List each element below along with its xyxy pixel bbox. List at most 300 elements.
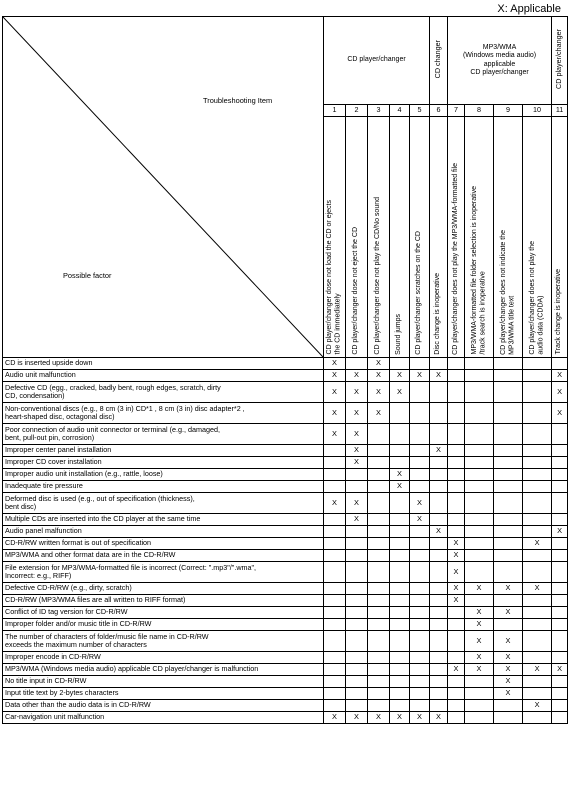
mark-cell xyxy=(448,403,465,424)
table-row xyxy=(3,700,568,712)
mark-cell xyxy=(368,514,390,526)
group-label: MP3/WMA (Windows media audio) applicable CD player/changer xyxy=(462,44,537,76)
mark-cell xyxy=(494,403,523,424)
possible-factor-cell: CD-R/RW written format is out of specification xyxy=(3,538,324,550)
mark-cell xyxy=(368,595,390,607)
possible-factor-cell: Data other than the audio data is in CD-R/RW xyxy=(3,700,324,712)
mark-cell xyxy=(552,481,568,493)
mark-cell xyxy=(552,619,568,631)
column-header xyxy=(390,117,410,358)
mark-cell xyxy=(430,358,448,370)
mark-cell xyxy=(324,664,346,676)
mark-cell xyxy=(523,457,552,469)
column-header xyxy=(494,117,523,358)
mark-cell xyxy=(410,562,430,583)
mark-cell xyxy=(368,607,390,619)
mark-cell xyxy=(465,469,494,481)
mark-cell xyxy=(494,481,523,493)
column-header xyxy=(448,117,465,358)
mark-cell xyxy=(552,676,568,688)
mark-cell xyxy=(368,526,390,538)
mark-cell xyxy=(448,481,465,493)
mark-cell xyxy=(390,538,410,550)
mark-cell xyxy=(430,481,448,493)
mark-cell xyxy=(494,424,523,445)
table-row xyxy=(3,631,568,652)
mark-cell xyxy=(430,550,448,562)
mark-cell xyxy=(430,676,448,688)
mark-cell: X xyxy=(368,403,390,424)
table-row xyxy=(3,712,568,724)
column-header xyxy=(465,117,494,358)
mark-cell xyxy=(390,514,410,526)
mark-cell xyxy=(552,583,568,595)
possible-factor-cell: Conflict of ID tag version for CD-R/RW xyxy=(3,607,324,619)
mark-cell xyxy=(368,583,390,595)
possible-factor-cell: Multiple CDs are inserted into the CD player at the same time xyxy=(3,514,324,526)
possible-factor-cell: Improper center panel installation xyxy=(3,445,324,457)
mark-cell: X xyxy=(494,676,523,688)
corner-diagonal-line xyxy=(3,17,323,357)
mark-cell: X xyxy=(494,652,523,664)
mark-cell xyxy=(430,469,448,481)
column-header xyxy=(552,117,568,358)
mark-cell xyxy=(448,424,465,445)
mark-cell xyxy=(448,526,465,538)
group-header xyxy=(448,17,552,105)
mark-cell: X xyxy=(494,583,523,595)
mark-cell xyxy=(368,664,390,676)
mark-cell xyxy=(410,424,430,445)
possible-factor-cell: Input title text by 2-bytes characters xyxy=(3,688,324,700)
mark-cell xyxy=(552,538,568,550)
mark-cell: X xyxy=(324,493,346,514)
possible-factor-cell: The number of characters of folder/music file name in CD-R/RW exceeds the maximum number of characters xyxy=(3,631,324,652)
column-label: CD player/changer dose not eject the CD xyxy=(352,227,360,355)
mark-cell: X xyxy=(523,583,552,595)
mark-cell: X xyxy=(552,370,568,382)
mark-cell xyxy=(368,562,390,583)
mark-cell: X xyxy=(390,382,410,403)
mark-cell xyxy=(324,481,346,493)
mark-cell xyxy=(390,493,410,514)
mark-cell: X xyxy=(368,358,390,370)
mark-cell xyxy=(390,700,410,712)
table-row xyxy=(3,469,568,481)
mark-cell xyxy=(368,700,390,712)
mark-cell xyxy=(368,424,390,445)
mark-cell xyxy=(410,700,430,712)
mark-cell xyxy=(390,607,410,619)
column-header xyxy=(324,117,346,358)
mark-cell: X xyxy=(448,664,465,676)
mark-cell xyxy=(448,358,465,370)
mark-cell xyxy=(346,688,368,700)
possible-factor-cell: Car-navigation unit malfunction xyxy=(3,712,324,724)
group-header xyxy=(552,17,568,105)
mark-cell xyxy=(494,700,523,712)
mark-cell xyxy=(494,370,523,382)
mark-cell: X xyxy=(494,688,523,700)
mark-cell xyxy=(523,607,552,619)
mark-cell xyxy=(552,700,568,712)
mark-cell xyxy=(523,631,552,652)
possible-factor-cell: Defective CD-R/RW (e.g., dirty, scratch) xyxy=(3,583,324,595)
mark-cell xyxy=(448,514,465,526)
mark-cell xyxy=(430,424,448,445)
mark-cell xyxy=(346,631,368,652)
mark-cell: X xyxy=(346,493,368,514)
possible-factor-cell: File extension for MP3/WMA-formatted file is incorrect (Correct: ".mp3"/".wma", Incorrect: e.g., RIFF) xyxy=(3,562,324,583)
mark-cell xyxy=(346,358,368,370)
mark-cell xyxy=(430,403,448,424)
table-row xyxy=(3,652,568,664)
possible-factor-cell: Audio unit malfunction xyxy=(3,370,324,382)
mark-cell xyxy=(324,445,346,457)
mark-cell xyxy=(552,493,568,514)
mark-cell xyxy=(390,652,410,664)
mark-cell xyxy=(523,652,552,664)
mark-cell: X xyxy=(410,514,430,526)
mark-cell: X xyxy=(346,382,368,403)
mark-cell xyxy=(523,712,552,724)
mark-cell xyxy=(324,619,346,631)
mark-cell: X xyxy=(465,607,494,619)
mark-cell xyxy=(523,403,552,424)
column-label: CD player/changer scratches on the CD xyxy=(415,230,423,355)
mark-cell xyxy=(494,595,523,607)
column-label: Sound jumps xyxy=(395,313,403,355)
mark-cell xyxy=(552,550,568,562)
mark-cell xyxy=(523,469,552,481)
possible-factor-cell: Inadequate tire pressure xyxy=(3,481,324,493)
mark-cell xyxy=(523,550,552,562)
mark-cell xyxy=(390,631,410,652)
mark-cell: X xyxy=(448,583,465,595)
mark-cell xyxy=(346,538,368,550)
mark-cell xyxy=(552,424,568,445)
mark-cell xyxy=(324,583,346,595)
column-number: 6 xyxy=(430,105,448,117)
mark-cell: X xyxy=(324,382,346,403)
mark-cell xyxy=(465,526,494,538)
mark-cell xyxy=(465,595,494,607)
mark-cell xyxy=(346,676,368,688)
mark-cell xyxy=(552,562,568,583)
mark-cell xyxy=(448,382,465,403)
mark-cell xyxy=(410,688,430,700)
mark-cell xyxy=(324,607,346,619)
column-number: 5 xyxy=(410,105,430,117)
possible-factor-cell: No title input in CD-R/RW xyxy=(3,676,324,688)
column-number: 7 xyxy=(448,105,465,117)
mark-cell xyxy=(346,526,368,538)
mark-cell: X xyxy=(390,469,410,481)
table-row xyxy=(3,481,568,493)
mark-cell: X xyxy=(523,664,552,676)
column-number: 4 xyxy=(390,105,410,117)
column-header xyxy=(410,117,430,358)
column-header xyxy=(523,117,552,358)
group-label: CD changer xyxy=(433,40,443,79)
mark-cell xyxy=(430,619,448,631)
mark-cell xyxy=(390,445,410,457)
mark-cell xyxy=(410,403,430,424)
mark-cell xyxy=(430,595,448,607)
mark-cell xyxy=(410,583,430,595)
mark-cell: X xyxy=(324,424,346,445)
mark-cell: X xyxy=(430,445,448,457)
column-label: CD player/changer does not play the MP3/WMA-formatted file xyxy=(451,162,459,355)
mark-cell xyxy=(410,550,430,562)
mark-cell: X xyxy=(410,370,430,382)
mark-cell xyxy=(523,382,552,403)
mark-cell xyxy=(390,619,410,631)
column-header xyxy=(368,117,390,358)
mark-cell: X xyxy=(346,424,368,445)
possible-factor-cell: CD-R/RW (MP3/WMA files are all written to RIFF format) xyxy=(3,595,324,607)
mark-cell xyxy=(324,595,346,607)
column-number: 9 xyxy=(494,105,523,117)
mark-cell xyxy=(324,700,346,712)
possible-factor-cell: Deformed disc is used (e.g., out of specification (thickness), bent disc) xyxy=(3,493,324,514)
mark-cell xyxy=(410,358,430,370)
mark-cell xyxy=(448,493,465,514)
mark-cell xyxy=(465,550,494,562)
mark-cell: X xyxy=(346,514,368,526)
mark-cell xyxy=(523,676,552,688)
mark-cell: X xyxy=(523,700,552,712)
mark-cell xyxy=(494,445,523,457)
legend-note: X: Applicable xyxy=(497,3,561,15)
troubleshooting-item-label: Troubleshooting Item xyxy=(203,96,273,105)
mark-cell xyxy=(410,652,430,664)
group-label: CD player/changer xyxy=(554,29,564,90)
mark-cell xyxy=(390,688,410,700)
table-row xyxy=(3,583,568,595)
table-row xyxy=(3,445,568,457)
table-row xyxy=(3,370,568,382)
mark-cell xyxy=(523,514,552,526)
header-corner xyxy=(3,17,324,358)
mark-cell xyxy=(368,481,390,493)
mark-cell xyxy=(523,619,552,631)
column-number: 10 xyxy=(523,105,552,117)
mark-cell: X xyxy=(552,664,568,676)
mark-cell: X xyxy=(346,712,368,724)
mark-cell xyxy=(346,607,368,619)
mark-cell xyxy=(390,457,410,469)
mark-cell xyxy=(390,526,410,538)
mark-cell: X xyxy=(368,382,390,403)
column-label: Disc change is inoperative xyxy=(434,273,442,355)
mark-cell xyxy=(430,562,448,583)
mark-cell: X xyxy=(390,481,410,493)
table-row xyxy=(3,493,568,514)
mark-cell xyxy=(324,562,346,583)
mark-cell: X xyxy=(410,493,430,514)
mark-cell xyxy=(368,493,390,514)
mark-cell xyxy=(552,514,568,526)
mark-cell xyxy=(390,550,410,562)
column-number: 2 xyxy=(346,105,368,117)
mark-cell xyxy=(552,445,568,457)
mark-cell xyxy=(324,457,346,469)
mark-cell xyxy=(410,382,430,403)
mark-cell xyxy=(448,652,465,664)
mark-cell xyxy=(390,595,410,607)
mark-cell: X xyxy=(324,370,346,382)
mark-cell xyxy=(346,595,368,607)
mark-cell: X xyxy=(448,595,465,607)
mark-cell xyxy=(552,607,568,619)
table-row xyxy=(3,664,568,676)
mark-cell xyxy=(465,403,494,424)
mark-cell: X xyxy=(324,712,346,724)
mark-cell: X xyxy=(523,538,552,550)
mark-cell xyxy=(346,619,368,631)
mark-cell xyxy=(465,562,494,583)
mark-cell xyxy=(552,595,568,607)
mark-cell: X xyxy=(494,631,523,652)
possible-factor-cell: Improper encode in CD-R/RW xyxy=(3,652,324,664)
mark-cell xyxy=(390,664,410,676)
mark-cell xyxy=(523,493,552,514)
group-header xyxy=(430,17,448,105)
mark-cell xyxy=(465,445,494,457)
mark-cell xyxy=(465,358,494,370)
mark-cell xyxy=(430,700,448,712)
mark-cell xyxy=(494,619,523,631)
mark-cell xyxy=(552,457,568,469)
mark-cell xyxy=(410,631,430,652)
column-label: CD player/changer does not play the audio data (CDDA) xyxy=(528,241,545,355)
mark-cell: X xyxy=(448,550,465,562)
mark-cell: X xyxy=(465,631,494,652)
mark-cell xyxy=(410,538,430,550)
mark-cell: X xyxy=(448,562,465,583)
table-row xyxy=(3,403,568,424)
mark-cell xyxy=(465,457,494,469)
mark-cell xyxy=(523,370,552,382)
mark-cell xyxy=(368,538,390,550)
mark-cell xyxy=(465,700,494,712)
table-row xyxy=(3,676,568,688)
mark-cell xyxy=(448,370,465,382)
mark-cell xyxy=(410,469,430,481)
mark-cell xyxy=(346,652,368,664)
group-label: CD player/changer xyxy=(347,56,406,64)
mark-cell: X xyxy=(552,526,568,538)
troubleshooting-table xyxy=(2,16,568,724)
mark-cell: X xyxy=(368,712,390,724)
mark-cell xyxy=(523,358,552,370)
table-row xyxy=(3,514,568,526)
mark-cell xyxy=(390,403,410,424)
mark-cell xyxy=(465,481,494,493)
mark-cell xyxy=(465,688,494,700)
mark-cell xyxy=(430,382,448,403)
mark-cell xyxy=(324,514,346,526)
mark-cell xyxy=(552,631,568,652)
possible-factor-cell: Audio panel malfunction xyxy=(3,526,324,538)
mark-cell xyxy=(552,688,568,700)
mark-cell xyxy=(346,550,368,562)
table-row xyxy=(3,562,568,583)
mark-cell xyxy=(368,619,390,631)
mark-cell xyxy=(448,676,465,688)
mark-cell: X xyxy=(465,664,494,676)
mark-cell: X xyxy=(346,403,368,424)
mark-cell xyxy=(368,676,390,688)
mark-cell: X xyxy=(430,370,448,382)
table-row xyxy=(3,424,568,445)
mark-cell xyxy=(465,424,494,445)
mark-cell xyxy=(368,550,390,562)
mark-cell xyxy=(494,562,523,583)
table-row xyxy=(3,595,568,607)
mark-cell xyxy=(494,469,523,481)
mark-cell: X xyxy=(390,370,410,382)
mark-cell: X xyxy=(494,664,523,676)
mark-cell xyxy=(552,712,568,724)
mark-cell xyxy=(430,538,448,550)
possible-factor-cell: Non-conventional discs (e.g., 8 cm (3 in) CD*1 , 8 cm (3 in) disc adapter*2 , heart-shaped disc, octagonal disc) xyxy=(3,403,324,424)
group-header xyxy=(324,17,430,105)
mark-cell: X xyxy=(410,712,430,724)
table-row xyxy=(3,688,568,700)
mark-cell xyxy=(324,631,346,652)
mark-cell xyxy=(324,526,346,538)
mark-cell xyxy=(368,445,390,457)
table-row xyxy=(3,607,568,619)
mark-cell xyxy=(523,595,552,607)
mark-cell xyxy=(494,550,523,562)
mark-cell xyxy=(346,664,368,676)
mark-cell xyxy=(448,631,465,652)
mark-cell: X xyxy=(465,583,494,595)
mark-cell xyxy=(324,688,346,700)
table-row xyxy=(3,550,568,562)
mark-cell xyxy=(410,595,430,607)
table-row xyxy=(3,538,568,550)
mark-cell xyxy=(465,370,494,382)
mark-cell xyxy=(430,514,448,526)
mark-cell xyxy=(465,712,494,724)
possible-factor-cell: CD is inserted upside down xyxy=(3,358,324,370)
table-row xyxy=(3,358,568,370)
mark-cell xyxy=(523,445,552,457)
mark-cell xyxy=(523,481,552,493)
mark-cell xyxy=(430,607,448,619)
column-number: 8 xyxy=(465,105,494,117)
column-header xyxy=(430,117,448,358)
mark-cell xyxy=(465,514,494,526)
mark-cell xyxy=(465,676,494,688)
mark-cell xyxy=(430,664,448,676)
mark-cell: X xyxy=(324,403,346,424)
mark-cell xyxy=(552,652,568,664)
mark-cell xyxy=(324,538,346,550)
mark-cell xyxy=(324,550,346,562)
mark-cell: X xyxy=(552,382,568,403)
mark-cell xyxy=(410,664,430,676)
column-number: 1 xyxy=(324,105,346,117)
mark-cell: X xyxy=(346,445,368,457)
mark-cell xyxy=(430,652,448,664)
column-label: CD player/changer dose not load the CD or ejects the CD immediately xyxy=(326,200,342,355)
mark-cell xyxy=(390,676,410,688)
